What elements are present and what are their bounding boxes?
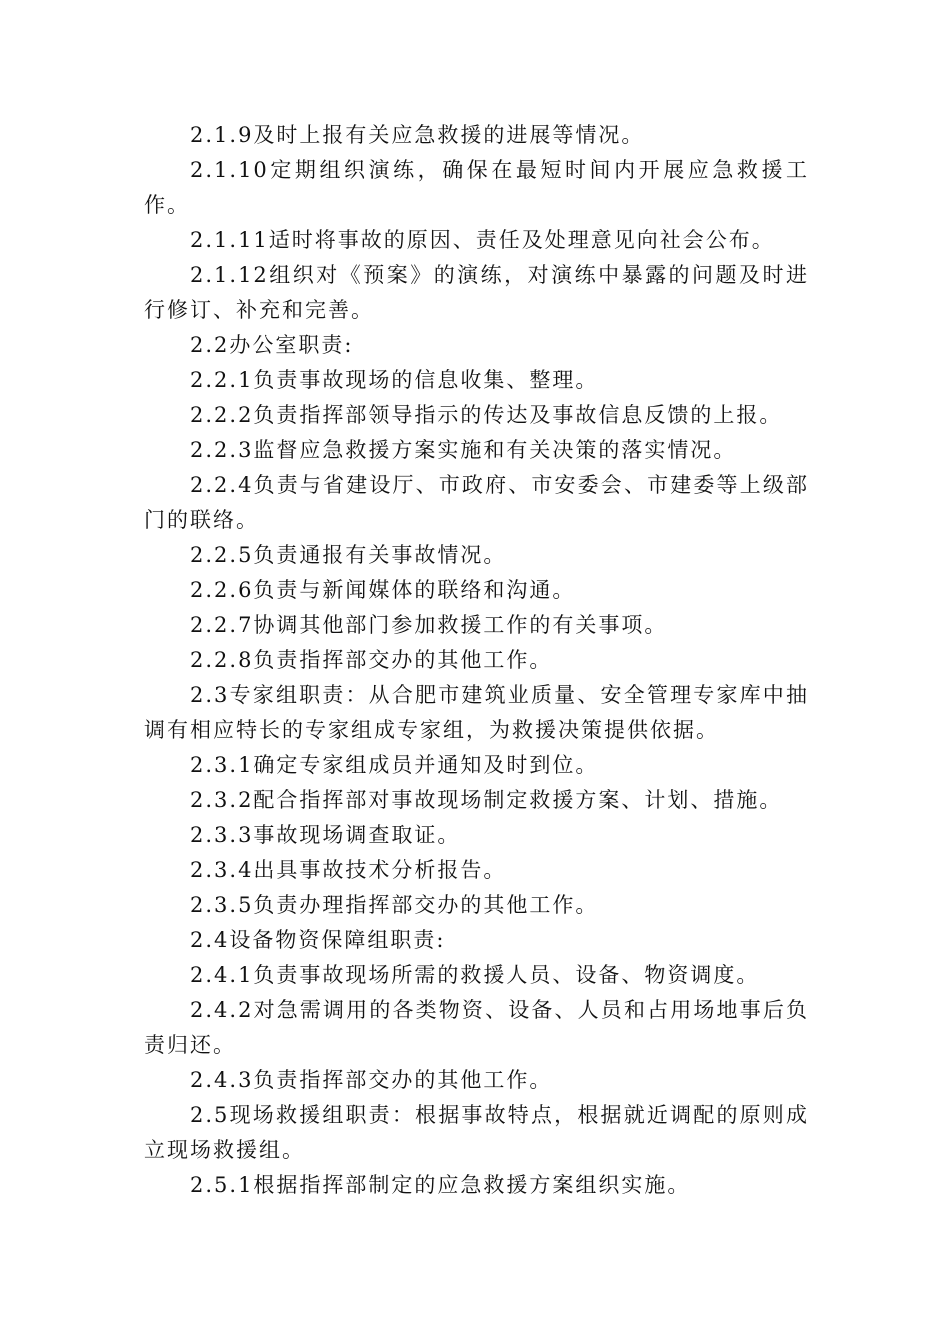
section-heading: 2.2办公室职责: [190, 333, 354, 357]
paragraph: 2.2.8负责指挥部交办的其他工作。 [190, 648, 553, 672]
paragraph: 2.3.3事故现场调查取证。 [190, 823, 461, 847]
paragraph: 2.1.11适时将事故的原因、责任及处理意见向社会公布。 [190, 228, 775, 252]
paragraph: 2.3.2配合指挥部对事故现场制定救援方案、计划、措施。 [190, 788, 783, 812]
section-heading: 2.5现场救援组职责：根据事故特点，根据就近调配的原则成立现场救援组。 [144, 1103, 809, 1162]
paragraph: 2.1.10定期组织演练，确保在最短时间内开展应急救援工作。 [144, 158, 809, 217]
paragraph: 2.2.7协调其他部门参加救援工作的有关事项。 [190, 613, 668, 637]
paragraph: 2.2.5负责通报有关事故情况。 [190, 543, 507, 567]
paragraph: 2.4.3负责指挥部交办的其他工作。 [190, 1068, 553, 1092]
paragraph: 2.2.4负责与省建设厅、市政府、市安委会、市建委等上级部门的联络。 [144, 473, 809, 532]
paragraph: 2.1.12组织对《预案》的演练，对演练中暴露的问题及时进行修订、补充和完善。 [144, 263, 809, 322]
paragraph: 2.1.9及时上报有关应急救援的进展等情况。 [190, 123, 645, 147]
paragraph: 2.4.1负责事故现场所需的救援人员、设备、物资调度。 [190, 963, 760, 987]
paragraph: 2.3.5负责办理指挥部交办的其他工作。 [190, 893, 599, 917]
document-body [144, 118, 809, 1203]
paragraph: 2.3.1确定专家组成员并通知及时到位。 [190, 753, 599, 777]
paragraph: 2.4.2对急需调用的各类物资、设备、人员和占用场地事后负责归还。 [144, 998, 809, 1057]
paragraph: 2.5.1根据指挥部制定的应急救援方案组织实施。 [190, 1173, 691, 1197]
paragraph: 2.2.1负责事故现场的信息收集、整理。 [190, 368, 599, 392]
paragraph: 2.3.4出具事故技术分析报告。 [190, 858, 507, 882]
section-heading: 2.3专家组职责：从合肥市建筑业质量、安全管理专家库中抽调有相应特长的专家组成专家组，为救援决策提供依据。 [144, 683, 809, 742]
paragraph: 2.2.2负责指挥部领导指示的传达及事故信息反馈的上报。 [190, 403, 783, 427]
paragraph: 2.2.3监督应急救援方案实施和有关决策的落实情况。 [190, 438, 737, 462]
paragraph: 2.2.6负责与新闻媒体的联络和沟通。 [190, 578, 576, 602]
section-heading: 2.4设备物资保障组职责: [190, 928, 446, 952]
